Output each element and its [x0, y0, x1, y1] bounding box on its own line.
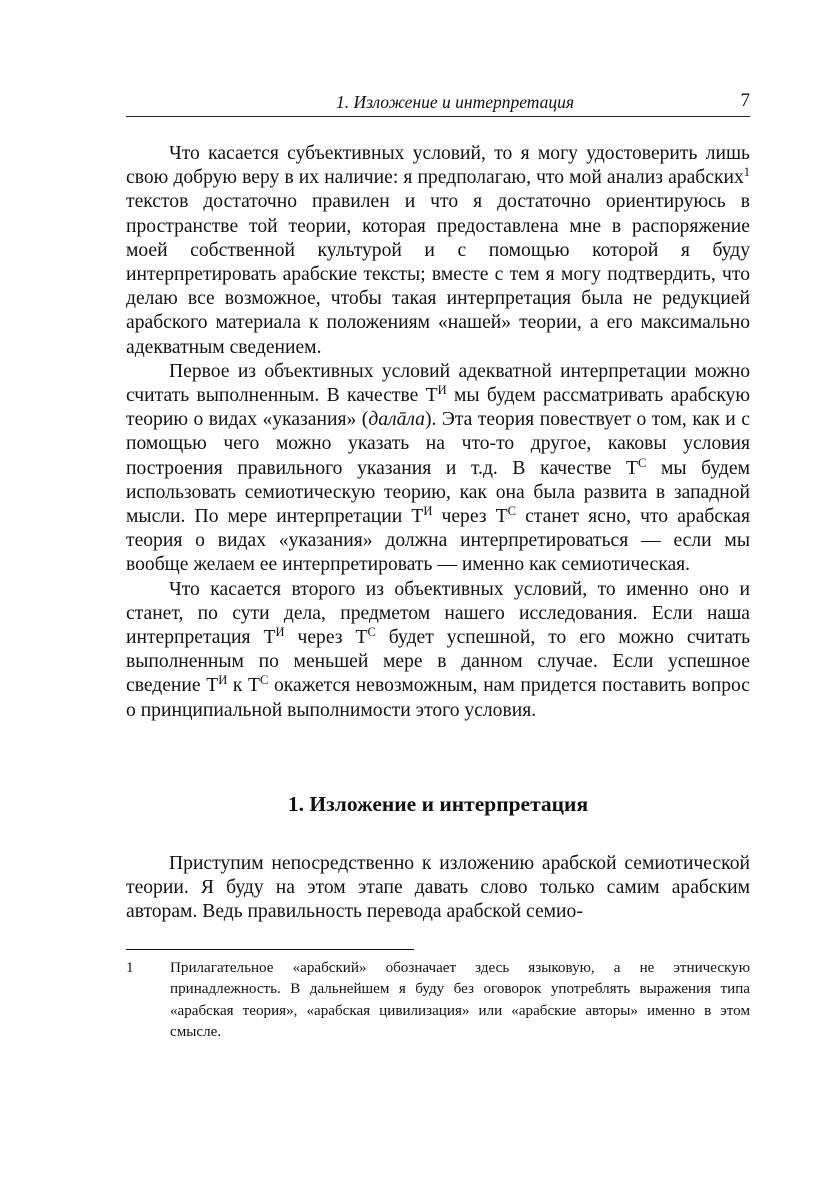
footnote-reference[interactable]: 1	[743, 165, 750, 180]
footnote-text: Прилагательное «арабский» обозначает здесь языковую, а не этническую принадлежность. В дальнейшем я буду без оговорок употреблять выражения типа «арабская теория», «арабская цивилизация» или «арабские авторы» именно в этом смысле.	[170, 960, 750, 1041]
paragraph-4: Приступим непосредственно к изложению арабской семиотической теории. Я буду на этом этапе давать слово только самим арабским авторам. Ведь правильность перевода арабской семио-	[126, 853, 750, 923]
section-text-block	[126, 852, 750, 925]
paragraph-2: Первое из объективных условий адекватной интерпретации можно считать выполненным. В качестве $Т^И$ мы будем рассматривать арабскую теорию о видах «указания» (далāла). Эта теория повествует о том, как и с помощью чего можно указать на что-то другое, каковы условия построения правильного указания и т.д. В качестве $Т^С$ мы будем использовать семиотическую теорию, как она была развита в западной мысли. По мере интерпретации $Т^И$ через $Т^С$ станет ясно, что арабская теория о видах «указания» должна интерпретироваться — если мы вообще желаем ее интерпретировать — именно как семиотическая.	[126, 360, 751, 576]
footnote	[126, 958, 750, 1044]
paragraph-1: Что касается субъективных условий, то я могу удостоверить лишь свою добрую веру в их наличие: я предполагаю, что мой анализ арабских$^1$ текстов достаточно правилен и что я достаточно ориентируюсь в пространстве той теории, которая предоставлена мне в распоряжение моей собственной культурой и с помощью которой я буду интерпретировать арабские тексты; вместе с тем я могу подтвердить, что делаю все возможное, чтобы такая интерпретация была не редукцией арабского материала к положениям «нашей» теории, а его максимально адекватным сведением.	[126, 143, 750, 358]
running-header	[126, 88, 750, 117]
section-heading: 1. Изложение и интерпретация	[287, 792, 589, 816]
page-number: 7	[740, 90, 750, 111]
footnote-number: 1	[126, 960, 134, 976]
footnote-separator	[126, 949, 414, 950]
paragraph-3: Что касается второго из объективных условий, то именно оно и станет, по сути дела, предметом нашего исследования. Если наша интерпретация $Т^И$ через $Т^С$ будет успешной, то его можно считать выполненным по меньшей мере в данном случае. Если успешное сведение $Т^И$ к $Т^С$ окажется невозможным, нам придется поставить вопрос о принципиальной выполнимости этого условия.	[126, 578, 751, 721]
main-text-block	[126, 142, 750, 723]
arabic-term: далāла	[368, 409, 425, 431]
running-title: 1. Изложение и интерпретация	[335, 92, 574, 112]
